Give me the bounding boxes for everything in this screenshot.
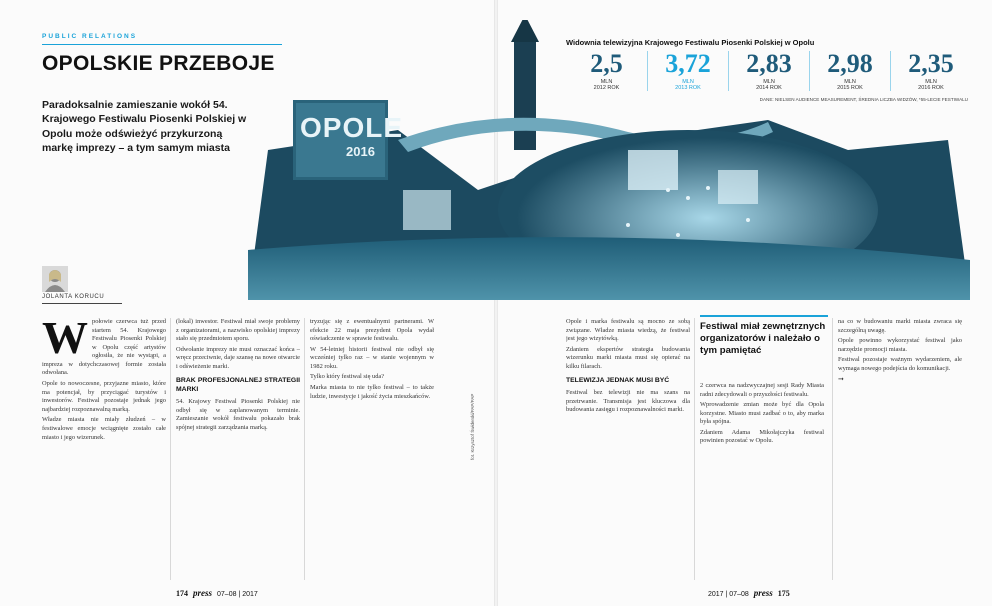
author-name: JOLANTA KORUCU <box>42 294 105 300</box>
paragraph: W 54-letniej historii festiwal nie odbył się wcześniej tylko raz – w stanie wojennym w 1982 roku. <box>310 345 434 370</box>
paragraph: Władze miasta nie miały złudzeń – w festiwalowe emocje wciągnięte zostało całe miasto i jego wizerunek. <box>42 416 166 441</box>
page-number: 175 <box>777 589 790 598</box>
paragraph: Marka miasta to nie tylko festiwal – to także ludzie, inwestycje i jakość życia mieszkańców. <box>310 384 434 400</box>
stat-value: 2,5 <box>590 49 623 78</box>
paragraph: połowie czerwca tuż przed startem 54. Krajowego Festiwalu Piosenki Polskiej w Opolu część artystów ogłosiła, że nie wystąpi, a impreza w dotychczasowej formie została odwołana. <box>42 318 166 377</box>
column-rule <box>832 318 833 580</box>
article-column-5 <box>700 382 824 580</box>
paragraph: Festiwal bez telewizji nie ma szans na przetrwanie. Transmisja jest kluczowa dla budowania zasięgu i rozpoznawalności marki. <box>566 389 690 414</box>
paragraph: 54. Krajowy Festiwal Piosenki Polskiej nie odbył się w zaplanowanym terminie. Zamieszanie wokół festiwalu pokazało brak spójnej strategii zarządzania marką. <box>176 398 300 431</box>
paragraph: (lokal) inwestor. Festiwal miał swoje problemy z organizatorami, a nazwisko opolskiej imprezy stało się przedmiotem sporu. <box>176 318 300 343</box>
stat-unit: MLN <box>925 79 937 85</box>
stat-item <box>566 51 647 91</box>
drop-cap: W <box>42 318 88 363</box>
pull-quote <box>700 315 828 357</box>
paragraph: Zdaniem ekspertów strategia budowania wizerunku marki miasta musi się opierać na kilku filarach. <box>566 345 690 370</box>
column-rule <box>304 318 305 580</box>
stat-value: 2,98 <box>827 49 873 78</box>
paragraph: tryzując się z ewentualnymi partnerami. W efekcie 22 maja prezydent Opola wydał oświadczenie w sprawie festiwalu. <box>310 318 434 343</box>
subheading: BRAK PROFESJONALNEJ STRATEGII MARKI <box>176 377 300 394</box>
issue-date: 2017 | 07–08 <box>708 591 749 598</box>
photo-credit: fot. Krzysztof Świderski/PAP/PAP <box>470 393 475 460</box>
stat-value: 3,72 <box>665 49 711 78</box>
stat-year: 2012 ROK <box>593 85 620 91</box>
stat-item <box>890 51 971 91</box>
stat-unit: MLN <box>600 79 613 85</box>
stat-year: 2014 ROK <box>756 85 782 91</box>
stat-year: 2015 ROK <box>837 85 863 91</box>
stat-unit: MLN <box>763 79 775 85</box>
stat-unit: MLN <box>844 79 856 85</box>
stat-value: 2,35 <box>908 49 954 78</box>
stat-item <box>728 51 809 91</box>
article-column-1 <box>42 318 166 580</box>
paragraph: Tylko który festiwal się uda? <box>310 373 385 381</box>
stats-row <box>566 51 972 91</box>
tv-audience-stats <box>566 38 972 102</box>
right-page-footer <box>708 588 790 598</box>
paragraph: 2 czerwca na nadzwyczajnej sesji Rady Miasta radni zdecydowali o przyszłości festiwalu. <box>700 382 824 398</box>
article-column-2 <box>176 318 300 580</box>
author-rule <box>42 303 122 304</box>
article-column-3 <box>310 318 434 580</box>
paragraph: na co w budowaniu marki miasta zwraca się szczególną uwagę. <box>838 318 962 334</box>
author-avatar <box>42 266 68 292</box>
continue-arrow-icon: ➞ <box>838 375 844 384</box>
paragraph: Opole powinno wykorzystać festiwal jako narzędzie promocji miasta. <box>838 337 962 353</box>
stats-source: DANE: NIELSEN AUDIENCE MEASUREMENT, ŚREDNIA LICZBA WIDZÓW, *55-LECIE FESTIWALU <box>759 97 968 102</box>
section-label: PUBLIC RELATIONS <box>42 33 138 40</box>
stat-value: 2,83 <box>746 49 792 78</box>
paragraph: Opole i marka festiwalu są mocno ze sobą związane. Władze miasta wiedzą, że festiwal jest jego wizytówką. <box>566 318 690 343</box>
magazine-brand: press <box>753 588 773 598</box>
issue-date: 07–08 | 2017 <box>217 591 258 598</box>
article-headline: OPOLSKIE PRZEBOJE <box>42 52 275 75</box>
column-rule <box>170 318 171 580</box>
stage-year: 2016 <box>346 144 375 159</box>
column-rule <box>694 318 695 580</box>
article-lead: Paradoksalnie zamieszanie wokół 54. Krajowego Festiwalu Piosenki Polskiej w Opolu może odświeżyć przykurzoną markę imprezy – a tym samym miasta <box>42 99 247 155</box>
stat-item <box>809 51 890 91</box>
paragraph: Festiwal pozostaje ważnym wydarzeniem, ale wymaga nowego podejścia do komunikacji. <box>838 356 962 372</box>
article-column-4 <box>566 318 690 580</box>
stat-unit: MLN <box>682 79 694 85</box>
section-rule <box>42 44 282 45</box>
stat-item <box>647 51 728 91</box>
stats-title: Widownia telewizyjna Krajowego Festiwalu Piosenki Polskiej w Opolu <box>566 38 815 47</box>
subheading: TELEWIZJA JEDNAK MUSI BYĆ <box>566 377 670 385</box>
page-number: 174 <box>176 589 188 598</box>
paragraph: Wprowadzenie zmian może być dla Opola korzystne. Miasto musi zadbać o to, aby marka była spójna. <box>700 401 824 426</box>
paragraph: Odwołanie imprezy nie musi oznaczać końca – wręcz przeciwnie, daje szansę na nowe otwarcie i odświeżenie marki. <box>176 345 300 370</box>
pull-quote-text: Festiwal miał zewnętrznych organizatorów i należało o tym pamiętać <box>700 321 826 356</box>
stat-year: 2013 ROK <box>675 85 701 91</box>
paragraph: Zdaniem Adama Mikołajczyka festiwal powinien pozostać w Opolu. <box>700 428 824 445</box>
left-page-footer <box>176 588 258 598</box>
paragraph: Opole to nowoczesne, przyjazne miasto, które ma potencjał, by przyciągać turystów i inwestorów. Festiwal pozostaje jednak jego najbardziej rozpoznawalną marką. <box>42 380 166 413</box>
stage-sign: OPOLE <box>300 112 404 143</box>
magazine-brand: press <box>193 588 213 598</box>
stat-year: 2016 ROK <box>918 85 944 91</box>
article-column-6 <box>838 318 962 580</box>
